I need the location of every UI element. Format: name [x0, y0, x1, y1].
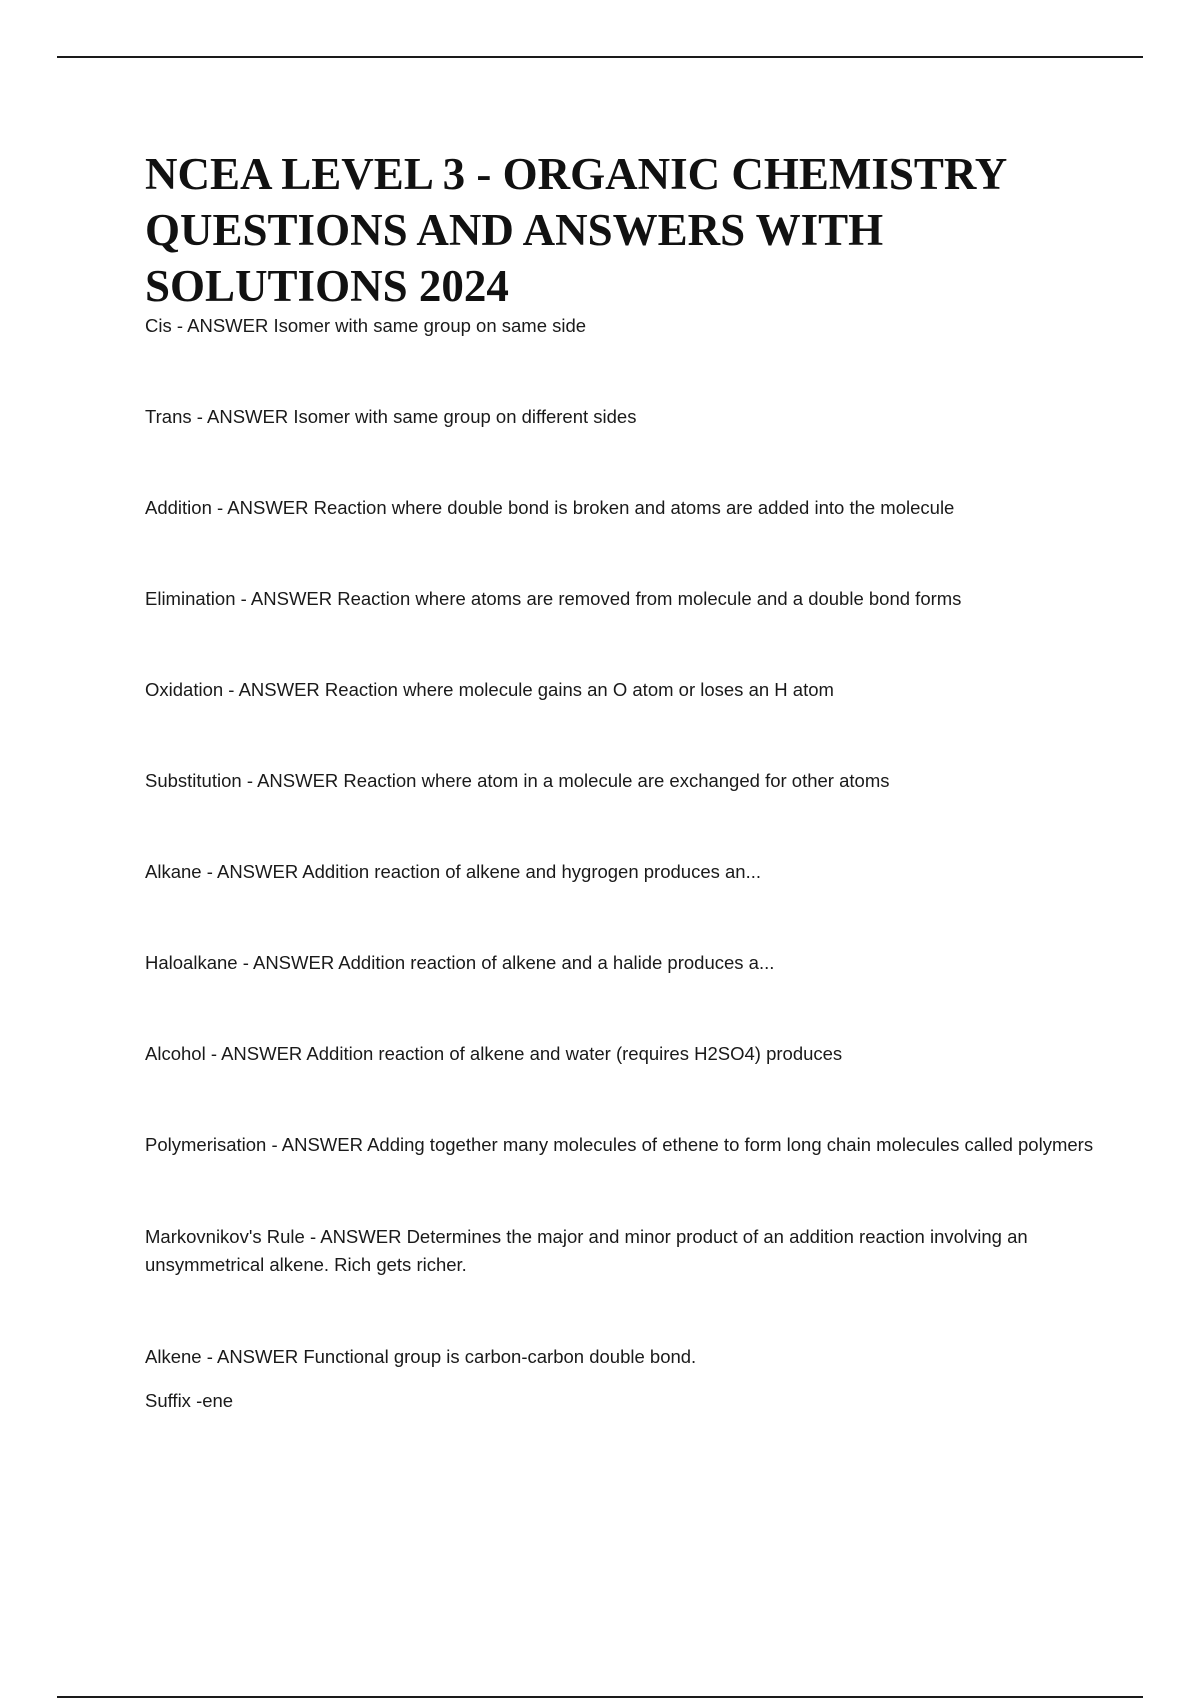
qa-text: Alkane - ANSWER Addition reaction of alkene and hygrogen produces an...: [145, 861, 762, 882]
qa-item-elimination: [145, 585, 1095, 613]
qa-item-alkene: [145, 1343, 1095, 1415]
qa-text: Oxidation - ANSWER Reaction where molecule gains an O atom or loses an H atom: [145, 679, 834, 700]
qa-item-markovnikovs-rule: [145, 1223, 1095, 1279]
qa-text: Alkene - ANSWER Functional group is carbon-carbon double bond.: [145, 1346, 697, 1367]
qa-item-alkane: [145, 858, 1095, 886]
qa-item-addition: [145, 494, 1095, 522]
top-rule: [57, 56, 1143, 58]
bottom-rule: [57, 1696, 1143, 1698]
qa-extra-text: Suffix -ene: [145, 1390, 234, 1411]
qa-text: Trans - ANSWER Isomer with same group on different sides: [145, 406, 637, 427]
page-title: NCEA LEVEL 3 - ORGANIC CHEMISTRY QUESTIONS AND ANSWERS WITH SOLUTIONS 2024: [145, 149, 1006, 311]
qa-item-haloalkane: [145, 949, 1095, 977]
qa-item-oxidation: [145, 676, 1095, 704]
qa-item-trans: [145, 403, 1095, 431]
qa-text: Alcohol - ANSWER Addition reaction of alkene and water (requires H2SO4) produces: [145, 1043, 843, 1064]
qa-text: Markovnikov's Rule - ANSWER Determines the major and minor product of an addition reaction involving an unsymmetrical alkene. Rich gets richer.: [145, 1226, 1028, 1275]
qa-text: Substitution - ANSWER Reaction where atom in a molecule are exchanged for other atoms: [145, 770, 890, 791]
qa-item-alcohol: [145, 1040, 1095, 1068]
qa-text: Elimination - ANSWER Reaction where atoms are removed from molecule and a double bond forms: [145, 588, 962, 609]
qa-text: Haloalkane - ANSWER Addition reaction of alkene and a halide produces a...: [145, 952, 775, 973]
qa-list: [145, 312, 1095, 1415]
qa-text: Addition - ANSWER Reaction where double bond is broken and atoms are added into the molecule: [145, 497, 955, 518]
qa-item-cis: [145, 312, 1095, 340]
qa-text: Polymerisation - ANSWER Adding together many molecules of ethene to form long chain molecules called polymers: [145, 1134, 1094, 1155]
qa-item-substitution: [145, 767, 1095, 795]
qa-item-polymerisation: [145, 1131, 1095, 1159]
qa-text: Cis - ANSWER Isomer with same group on same side: [145, 315, 587, 336]
